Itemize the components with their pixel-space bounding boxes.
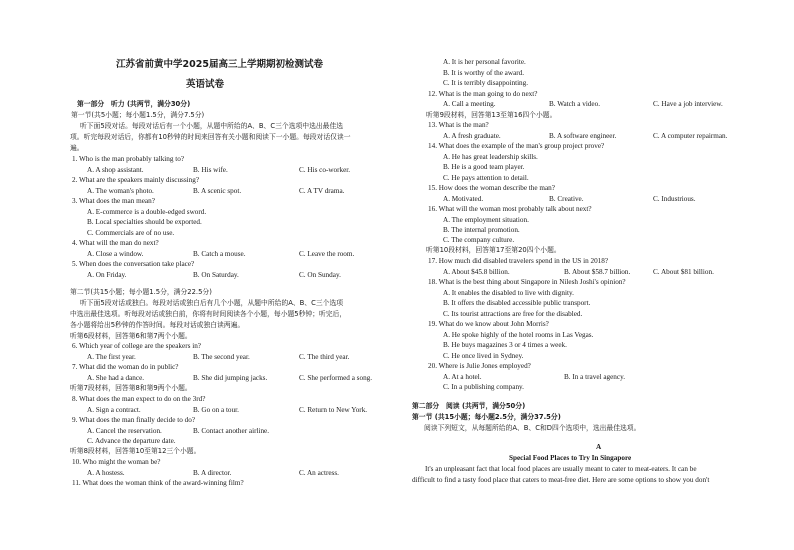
q10-option-c: C. An actress. xyxy=(299,469,339,477)
q3-option-c: C. Commercials are of no use. xyxy=(87,229,175,237)
q5-option-a: A. On Friday. xyxy=(87,271,127,279)
passage-line-1: It's an unpleasant fact that local food places are usually meant to cater to meat-eaters. It can be xyxy=(425,465,697,473)
q12-option-a: A. Call a meeting. xyxy=(443,100,496,108)
q17-option-b: B. About $58.7 billion. xyxy=(564,268,631,276)
material-8: 听第8段材料，回答第10至第12三个小题。 xyxy=(70,447,201,455)
q12-option-b: B. Watch a video. xyxy=(549,100,600,108)
section1-instruction-3: 遍。 xyxy=(70,144,84,152)
passage-line-2: difficult to find a tasty food place that caters to meat-free diet. Here are some options to show you don't xyxy=(412,476,710,484)
question-14: 14. What does the example of the man's group project prove? xyxy=(428,142,605,150)
q3-option-b: B. Local specialties should be exported. xyxy=(87,218,202,226)
q17-option-c: C. About $81 billion. xyxy=(653,268,714,276)
section2-instruction-1: 听下面5段对话或独白。每段对话或独白后有几个小题，从题中所给的A、B、C三个选项 xyxy=(80,299,344,307)
question-16: 16. What will the woman most probably talk about next? xyxy=(428,205,592,213)
q3-option-a: A. E-commerce is a double-edged sword. xyxy=(87,208,207,216)
part1-heading: 第一部分 听力 (共两节，满分30分) xyxy=(77,100,191,108)
section2-instruction-2: 中选出最佳选项。听每段对话或独白前，你将有时间阅读各个小题，每小题5秒钟；听完后， xyxy=(70,310,347,318)
material-10: 听第10段材料，回答第17至第20四个小题。 xyxy=(426,246,561,254)
q14-option-b: B. He is a good team player. xyxy=(443,163,525,171)
exam-title: 江苏省前黄中学2025届高三上学期期初检测试卷 xyxy=(116,59,323,70)
question-3: 3. What does the man mean? xyxy=(72,197,155,205)
material-9: 听第9段材料，回答第13至第16四个小题。 xyxy=(426,111,557,119)
section1-instruction-1: 听下面5段对话。每段对话后有一个小题，从题中所给的A、B、C三个选项中选出最佳选 xyxy=(80,122,344,130)
q19-option-c: C. He once lived in Sydney. xyxy=(443,352,524,360)
question-4: 4. What will the man do next? xyxy=(72,239,159,247)
q17-option-a: A. About $45.8 billion. xyxy=(443,268,510,276)
q6-option-c: C. The third year. xyxy=(299,353,350,361)
q2-option-c: C. A TV drama. xyxy=(299,187,345,195)
q5-option-b: B. On Saturday. xyxy=(193,271,239,279)
q8-option-b: B. Go on a tour. xyxy=(193,406,239,414)
section2-instruction-3: 各小题将给出5秒钟的作答时间。每段对话或独白读两遍。 xyxy=(70,321,245,329)
question-11: 11. What does the woman think of the award-winning film? xyxy=(72,479,244,487)
part2-instruction: 阅读下列短文，从每题所给的A、B、C和D四个选项中，选出最佳选项。 xyxy=(424,424,641,432)
passage-title: Special Food Places to Try In Singapore xyxy=(509,454,632,462)
question-9: 9. What does the man finally decide to do? xyxy=(72,416,196,424)
question-17: 17. How much did disabled travelers spend in the US in 2018? xyxy=(428,257,609,265)
q11-option-b: B. It is worthy of the award. xyxy=(443,69,525,77)
q20-option-c: C. In a publishing company. xyxy=(443,383,524,391)
question-13: 13. What is the man? xyxy=(428,121,489,129)
section1-instruction-2: 项。听完每段对话后，你都有10秒钟的时间来回答有关小题和阅读下一小题。每段对话仅读一 xyxy=(70,133,351,141)
q20-option-b: B. In a travel agency. xyxy=(564,373,625,381)
question-7: 7. What did the woman do in public? xyxy=(72,363,179,371)
q1-option-c: C. His co-worker. xyxy=(299,166,351,174)
question-18: 18. What is the best thing about Singapore in Nilesh Joshi's opinion? xyxy=(428,278,626,286)
material-6: 听第6段材料，回答第6和第7两个小题。 xyxy=(70,332,192,340)
q2-option-b: B. A scenic spot. xyxy=(193,187,242,195)
q18-option-a: A. It enables the disabled to live with dignity. xyxy=(443,289,574,297)
q10-option-a: A. A hostess. xyxy=(87,469,125,477)
q20-option-a: A. At a hotel. xyxy=(443,373,482,381)
q7-option-a: A. She had a dance. xyxy=(87,374,145,382)
q4-option-c: C. Leave the room. xyxy=(299,250,355,258)
exam-subtitle: 英语试卷 xyxy=(186,79,225,90)
q8-option-a: A. Sign a contract. xyxy=(87,406,141,414)
question-10: 10. Who might the woman be? xyxy=(72,458,161,466)
question-8: 8. What does the man expect to do on the 3rd? xyxy=(72,395,206,403)
q4-option-b: B. Catch a mouse. xyxy=(193,250,246,258)
q2-option-a: A. The woman's photo. xyxy=(87,187,154,195)
q19-option-b: B. He buys magazines 3 or 4 times a week. xyxy=(443,341,567,349)
q18-option-c: C. Its tourist attractions are free for the disabled. xyxy=(443,310,583,318)
question-6: 6. Which year of college are the speakers in? xyxy=(72,342,201,350)
q9-option-a: A. Cancel the reservation. xyxy=(87,427,162,435)
q13-option-a: A. A fresh graduate. xyxy=(443,132,501,140)
q16-option-b: B. The internal promotion. xyxy=(443,226,520,234)
q14-option-c: C. He pays attention to detail. xyxy=(443,174,529,182)
q9-option-b: B. Contact another airline. xyxy=(193,427,270,435)
passage-letter: A xyxy=(596,443,602,451)
q13-option-c: C. A computer repairman. xyxy=(653,132,728,140)
q12-option-c: C. Have a job interview. xyxy=(653,100,723,108)
q16-option-c: C. The company culture. xyxy=(443,236,515,244)
q6-option-a: A. The first year. xyxy=(87,353,136,361)
q19-option-a: A. He spoke highly of the hotel rooms in Las Vegas. xyxy=(443,331,594,339)
question-2: 2. What are the speakers mainly discussing? xyxy=(72,176,200,184)
q15-option-b: B. Creative. xyxy=(549,195,584,203)
q18-option-b: B. It offers the disabled accessible public transport. xyxy=(443,299,591,307)
question-1: 1. Who is the man probably talking to? xyxy=(72,155,185,163)
question-20: 20. Where is Julie Jones employed? xyxy=(428,362,531,370)
q14-option-a: A. He has great leadership skills. xyxy=(443,153,538,161)
q7-option-b: B. She did jumping jacks. xyxy=(193,374,268,382)
q5-option-c: C. On Sunday. xyxy=(299,271,341,279)
q10-option-b: B. A director. xyxy=(193,469,232,477)
q7-option-c: C. She performed a song. xyxy=(299,374,373,382)
q4-option-a: A. Close a window. xyxy=(87,250,144,258)
part2-heading: 第二部分 阅读 (共两节，满分50分) xyxy=(412,402,526,410)
q11-option-c: C. It is terribly disappointing. xyxy=(443,79,529,87)
q9-option-c: C. Advance the departure date. xyxy=(87,437,176,445)
question-15: 15. How does the woman describe the man? xyxy=(428,184,555,192)
section1-heading: 第一节(共5小题；每小题1.5分，满分7.5分) xyxy=(71,111,205,119)
q15-option-c: C. Industrious. xyxy=(653,195,696,203)
question-12: 12. What is the man going to do next? xyxy=(428,90,538,98)
material-7: 听第7段材料，回答第8和第9两个小题。 xyxy=(70,384,192,392)
section2-heading: 第二节(共15小题；每小题1.5分，满分22.5分) xyxy=(70,288,212,296)
q15-option-a: A. Motivated. xyxy=(443,195,484,203)
q11-option-a: A. It is her personal favorite. xyxy=(443,58,526,66)
question-5: 5. When does the conversation take place? xyxy=(72,260,195,268)
q1-option-a: A. A shop assistant. xyxy=(87,166,144,174)
question-19: 19. What do we know about John Morris? xyxy=(428,320,549,328)
q16-option-a: A. The employment situation. xyxy=(443,216,529,224)
q8-option-c: C. Return to New York. xyxy=(299,406,368,414)
part2-section1-heading: 第一节 (共15小题；每小题2.5分，满分37.5分) xyxy=(412,413,561,421)
q6-option-b: B. The second year. xyxy=(193,353,250,361)
q13-option-b: B. A software engineer. xyxy=(549,132,617,140)
q1-option-b: B. His wife. xyxy=(193,166,228,174)
